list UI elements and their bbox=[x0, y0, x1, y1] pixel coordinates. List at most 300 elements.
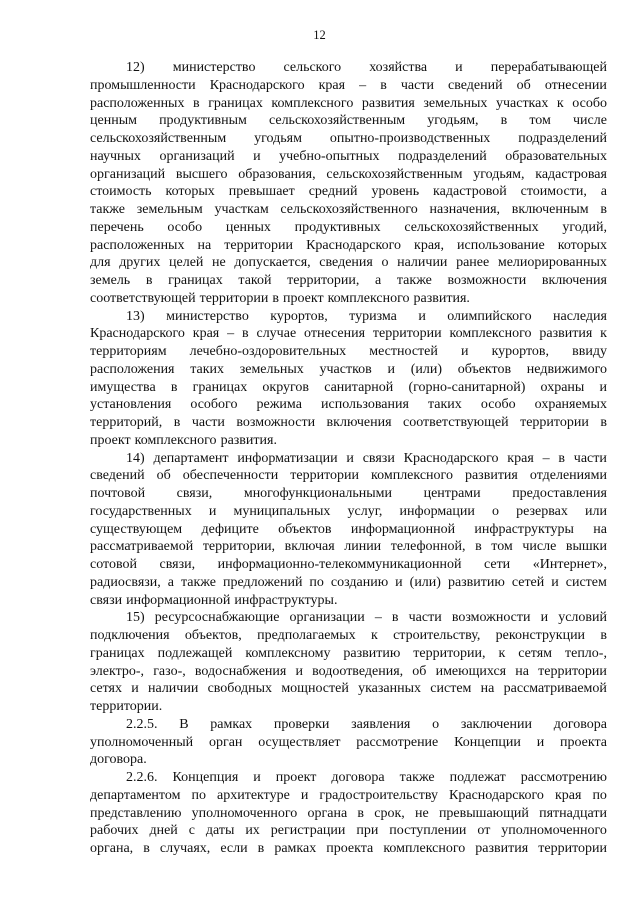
word: и bbox=[300, 787, 309, 803]
word: предполагаемых bbox=[257, 628, 356, 643]
word: сельскохозяйственным bbox=[268, 113, 406, 129]
word: территории, bbox=[287, 273, 360, 288]
word: почтовой bbox=[90, 486, 146, 501]
word: 15) bbox=[126, 610, 145, 626]
word: при bbox=[356, 823, 379, 839]
word: в bbox=[600, 628, 607, 643]
word: наличии bbox=[397, 255, 448, 271]
word: комплексного bbox=[271, 95, 354, 111]
text-line bbox=[90, 219, 607, 237]
word: – bbox=[374, 610, 382, 626]
word: «Интернет», bbox=[532, 557, 607, 572]
word: телефонной, bbox=[390, 539, 466, 555]
word: сведений bbox=[90, 468, 145, 484]
word: орган bbox=[208, 734, 243, 750]
text-line bbox=[90, 325, 607, 343]
word: информатизации bbox=[237, 450, 338, 466]
word: уполномоченного bbox=[501, 823, 607, 839]
word: комплексного bbox=[327, 290, 410, 306]
text-line bbox=[90, 77, 607, 95]
word: ранее bbox=[456, 255, 490, 271]
word: срок, bbox=[374, 805, 405, 821]
word: края bbox=[507, 450, 534, 466]
word: рассматриваемой bbox=[503, 681, 607, 697]
word: проект bbox=[275, 770, 317, 785]
word: многофункциональными bbox=[243, 486, 393, 501]
word: в bbox=[391, 610, 399, 626]
word: отнесения bbox=[304, 326, 366, 342]
text-line bbox=[90, 343, 607, 361]
word: развитию bbox=[343, 645, 401, 661]
word: соответствующей bbox=[403, 415, 509, 430]
word: стоимости, bbox=[520, 184, 587, 200]
text-line bbox=[90, 769, 607, 787]
page-number: 12 bbox=[313, 28, 326, 42]
word: рамках bbox=[210, 716, 253, 732]
word: хозяйства bbox=[369, 60, 428, 75]
word: инфраструктуры bbox=[474, 521, 574, 537]
word: Краснодарского bbox=[306, 237, 401, 253]
word: имущества bbox=[90, 379, 156, 395]
word: стоимость bbox=[90, 184, 152, 200]
word: на bbox=[197, 237, 212, 253]
word: края bbox=[192, 326, 220, 342]
text-line bbox=[90, 627, 607, 645]
word: электро-, bbox=[90, 663, 145, 679]
word: земельным bbox=[136, 202, 203, 217]
text-line bbox=[90, 822, 607, 840]
word: участков bbox=[319, 361, 372, 377]
word: комплексному bbox=[245, 645, 331, 661]
word: радиосвязи, bbox=[90, 574, 161, 590]
word: договора bbox=[331, 770, 385, 785]
word: особо bbox=[572, 95, 607, 111]
word: дефиците bbox=[201, 521, 259, 537]
word: сетях bbox=[90, 681, 122, 697]
word: систем bbox=[430, 681, 472, 697]
word: части bbox=[573, 450, 607, 466]
word: перечень bbox=[90, 219, 144, 235]
word: территории. bbox=[90, 699, 163, 714]
word: и bbox=[131, 681, 139, 697]
word: проект bbox=[282, 290, 324, 306]
word: расположенных bbox=[90, 95, 185, 111]
word: части bbox=[400, 77, 434, 93]
word: комплексного bbox=[134, 432, 217, 448]
text-line bbox=[90, 290, 607, 308]
word: проект bbox=[90, 432, 131, 448]
text-line bbox=[90, 59, 607, 77]
word: угодьям, bbox=[473, 166, 525, 182]
word: для bbox=[90, 255, 111, 271]
word: территории bbox=[372, 326, 442, 342]
text-line bbox=[90, 183, 607, 201]
word: угодьям bbox=[254, 131, 302, 146]
word: объектов bbox=[457, 361, 512, 377]
word: территории bbox=[224, 237, 294, 253]
word: подключения bbox=[90, 628, 170, 643]
text-line bbox=[90, 130, 607, 148]
word: образования, bbox=[238, 166, 316, 182]
word: не bbox=[212, 255, 226, 271]
word: расположения bbox=[90, 361, 175, 377]
word: связи bbox=[90, 592, 123, 608]
word: края bbox=[318, 77, 346, 93]
word: связи, bbox=[176, 486, 213, 501]
word: связи, bbox=[159, 557, 196, 572]
word: договора. bbox=[90, 752, 147, 768]
word: органа bbox=[307, 805, 348, 821]
word: в bbox=[600, 202, 607, 217]
word: наличии bbox=[147, 681, 199, 697]
text-line bbox=[90, 148, 607, 166]
word: кадастровой bbox=[433, 184, 507, 200]
word: имеющихся bbox=[435, 663, 507, 679]
word: в bbox=[357, 805, 365, 821]
text-line bbox=[90, 574, 607, 592]
word: числе bbox=[572, 113, 607, 129]
word: охраны bbox=[540, 379, 585, 395]
word: части bbox=[408, 610, 442, 626]
word: объектов bbox=[278, 521, 332, 537]
word: министерство bbox=[166, 308, 249, 324]
text-line bbox=[90, 467, 607, 485]
word: установления bbox=[90, 397, 172, 413]
word: комплексного bbox=[383, 841, 466, 856]
word: в bbox=[143, 841, 150, 856]
word: заявления bbox=[351, 716, 411, 732]
word: использование bbox=[457, 237, 545, 253]
word: организаций bbox=[90, 166, 166, 182]
word: водоснабжения bbox=[194, 663, 287, 679]
word: особо bbox=[167, 219, 203, 235]
word: если bbox=[220, 841, 248, 856]
word: подлежащей bbox=[157, 645, 233, 661]
word: заключении bbox=[460, 716, 533, 732]
word: территории, bbox=[202, 539, 276, 555]
word: и bbox=[253, 770, 261, 785]
word: в bbox=[272, 290, 279, 306]
word: – bbox=[542, 450, 550, 466]
word: их bbox=[245, 823, 260, 839]
word: газо-, bbox=[153, 663, 186, 679]
word: перерабатывающей bbox=[490, 60, 607, 75]
word: систем bbox=[565, 574, 607, 590]
word: вышки bbox=[565, 539, 607, 555]
word: проекта bbox=[559, 734, 607, 750]
word: – bbox=[359, 77, 367, 93]
word: от bbox=[477, 823, 491, 839]
text-line bbox=[90, 396, 607, 414]
word: и bbox=[387, 361, 395, 377]
word: также bbox=[90, 202, 126, 217]
word: и bbox=[295, 663, 303, 679]
word: недвижимого bbox=[526, 361, 607, 377]
text-line bbox=[90, 521, 607, 539]
word: том bbox=[491, 539, 513, 555]
text-line bbox=[90, 840, 607, 858]
word: местностей bbox=[369, 344, 438, 359]
word: в bbox=[500, 113, 508, 129]
word: об bbox=[412, 663, 427, 679]
word: курортов, bbox=[270, 308, 328, 324]
word: уровень bbox=[371, 184, 420, 200]
word: комплексного bbox=[449, 326, 532, 342]
text-line bbox=[90, 716, 607, 734]
word: в bbox=[241, 326, 249, 342]
word: территории bbox=[199, 290, 269, 306]
word: опытно-производственных bbox=[329, 131, 491, 146]
word: дней bbox=[149, 823, 178, 839]
word: возможности bbox=[447, 273, 527, 288]
word: и bbox=[395, 574, 403, 590]
word: ценных bbox=[225, 219, 271, 235]
text-line bbox=[90, 272, 607, 290]
word: случаях, bbox=[159, 841, 211, 856]
word: проекта bbox=[326, 841, 374, 856]
word: развития. bbox=[220, 432, 277, 448]
word: (горно-санитарной) bbox=[408, 379, 526, 395]
word: и bbox=[455, 60, 463, 75]
word: и bbox=[460, 344, 469, 359]
text-line bbox=[90, 538, 607, 556]
word: организаций bbox=[159, 148, 235, 164]
word: границах bbox=[168, 273, 223, 288]
word: и bbox=[208, 503, 217, 519]
word: других bbox=[119, 255, 161, 271]
text-line bbox=[90, 698, 607, 716]
word: развития bbox=[464, 468, 518, 484]
word: (или) bbox=[410, 361, 442, 377]
text-line bbox=[90, 609, 607, 627]
word: не bbox=[415, 805, 429, 821]
word: отнесении bbox=[544, 77, 607, 93]
word: мелиорированных bbox=[497, 255, 607, 271]
word: объектов, bbox=[184, 628, 242, 643]
word: сотовой bbox=[90, 557, 137, 572]
word: развития bbox=[361, 95, 415, 111]
word: а bbox=[600, 184, 607, 200]
text-line bbox=[90, 645, 607, 663]
word: включения bbox=[541, 273, 607, 288]
word: которых bbox=[165, 184, 215, 200]
text-line bbox=[90, 166, 607, 184]
word: сведений bbox=[448, 77, 503, 93]
document-body bbox=[90, 59, 607, 858]
word: организации bbox=[289, 610, 365, 626]
word: муниципальных bbox=[233, 503, 331, 519]
text-line bbox=[90, 592, 607, 610]
word: свободных bbox=[207, 681, 273, 697]
word: части bbox=[191, 415, 225, 430]
word: в bbox=[257, 841, 265, 856]
text-line bbox=[90, 432, 607, 450]
word: превышает bbox=[228, 184, 295, 200]
word: случае bbox=[256, 326, 297, 342]
word: превышающий bbox=[438, 805, 529, 821]
text-line bbox=[90, 787, 607, 805]
word: Краснодарского bbox=[209, 77, 305, 93]
word: министерство bbox=[172, 60, 256, 75]
word: территории, bbox=[413, 645, 486, 661]
word: развитию bbox=[447, 574, 505, 590]
word: допускается, bbox=[234, 255, 311, 271]
word: угодий, bbox=[562, 219, 607, 235]
word: предоставления bbox=[512, 486, 607, 501]
word: научных bbox=[90, 148, 141, 164]
word: охраняемых bbox=[534, 397, 607, 413]
word: сети bbox=[483, 557, 511, 572]
word: о bbox=[432, 716, 440, 732]
word: также bbox=[399, 770, 435, 785]
word: о bbox=[491, 503, 499, 519]
word: режима bbox=[256, 397, 302, 413]
word: договора bbox=[553, 716, 607, 732]
word: в bbox=[600, 415, 607, 430]
word: 14) bbox=[126, 450, 145, 466]
word: территории bbox=[538, 841, 607, 856]
word: обеспеченности bbox=[182, 468, 279, 484]
word: угодьям, bbox=[427, 113, 479, 129]
word: по bbox=[191, 787, 206, 803]
word: информационной bbox=[350, 521, 456, 537]
word: о bbox=[381, 255, 389, 271]
word: сельскохозяйственным bbox=[326, 166, 463, 182]
word: даты bbox=[205, 823, 235, 839]
word: с bbox=[188, 823, 195, 839]
word: территории bbox=[538, 663, 607, 679]
word: связи bbox=[362, 450, 395, 466]
word: в bbox=[170, 379, 178, 395]
word: промышленности bbox=[90, 77, 196, 93]
word: Краснодарского bbox=[403, 450, 499, 466]
word: а bbox=[167, 574, 174, 590]
word: сельского bbox=[283, 60, 342, 75]
word: территорий, bbox=[90, 415, 163, 430]
text-line bbox=[90, 734, 607, 752]
word: 2.2.6. bbox=[126, 770, 158, 785]
word: сетям bbox=[518, 645, 553, 661]
word: которых bbox=[557, 237, 607, 253]
word: – bbox=[227, 326, 235, 342]
word: или bbox=[584, 503, 607, 519]
word: строительству, bbox=[393, 628, 481, 643]
word: а bbox=[375, 273, 382, 288]
word: и bbox=[418, 308, 426, 324]
word: представлению bbox=[90, 805, 182, 821]
word: предложений bbox=[222, 574, 303, 590]
word: границах bbox=[208, 95, 263, 111]
text-line bbox=[90, 450, 607, 468]
word: подлежат bbox=[449, 770, 506, 785]
word: информационно-телекоммуникационной bbox=[217, 557, 462, 572]
word: такой bbox=[238, 273, 272, 288]
word: включая bbox=[284, 539, 335, 555]
word: ресурсоснабжающие bbox=[154, 610, 280, 626]
word: территории bbox=[520, 415, 589, 430]
word: и bbox=[540, 610, 549, 626]
word: наследия bbox=[552, 308, 607, 324]
text-line bbox=[90, 308, 607, 326]
word: на bbox=[515, 663, 529, 679]
text-line bbox=[90, 680, 607, 698]
word: уполномоченный bbox=[90, 734, 194, 750]
word: рассмотрению bbox=[520, 770, 607, 785]
word: резервах bbox=[516, 503, 568, 519]
word: в bbox=[193, 95, 200, 111]
word: линии bbox=[344, 539, 382, 555]
word: округов bbox=[262, 379, 310, 395]
text-line bbox=[90, 805, 607, 823]
word: таких bbox=[428, 397, 462, 413]
word: в bbox=[380, 77, 387, 93]
word: края, bbox=[414, 237, 444, 253]
word: числе bbox=[522, 539, 557, 555]
word: Краснодарского bbox=[449, 787, 544, 803]
word: архитектуре bbox=[217, 787, 290, 803]
word: ввиду bbox=[572, 344, 607, 359]
word: также bbox=[180, 574, 216, 590]
word: земельных bbox=[423, 95, 488, 111]
text-line bbox=[90, 414, 607, 432]
word: Краснодарского bbox=[90, 326, 185, 342]
text-line bbox=[90, 503, 607, 521]
word: к bbox=[556, 95, 564, 111]
text-line bbox=[90, 556, 607, 574]
word: комплексного bbox=[371, 468, 453, 484]
word: в bbox=[145, 273, 153, 288]
text-line bbox=[90, 95, 607, 113]
word: на bbox=[480, 681, 495, 697]
word: развития bbox=[539, 326, 593, 342]
word: государственных bbox=[90, 503, 192, 519]
word: возможности bbox=[236, 415, 316, 430]
word: информации bbox=[399, 503, 475, 519]
word: земель bbox=[90, 273, 131, 288]
word: об bbox=[516, 77, 531, 93]
word: по bbox=[309, 574, 324, 590]
word: в bbox=[475, 539, 482, 555]
word: сельскохозяйственным bbox=[90, 131, 227, 146]
word: Концепции bbox=[454, 734, 521, 750]
word: сельскохозяйственных bbox=[404, 219, 539, 235]
word: образовательных bbox=[505, 148, 607, 164]
word: расположенных bbox=[90, 237, 185, 253]
word: включенным bbox=[511, 202, 589, 217]
word: в bbox=[558, 450, 565, 466]
word: земельных bbox=[239, 361, 304, 377]
text-line bbox=[90, 254, 607, 272]
word: сведения bbox=[319, 255, 373, 271]
word: границах bbox=[90, 645, 145, 661]
word: участках bbox=[495, 95, 549, 111]
word: также bbox=[396, 273, 432, 288]
word: том bbox=[529, 113, 551, 129]
word: таких bbox=[190, 361, 224, 377]
word: туризма bbox=[349, 308, 397, 324]
word: рассматриваемой bbox=[90, 539, 194, 555]
word: и bbox=[599, 379, 607, 395]
word: тепло-, bbox=[564, 645, 607, 661]
word: подразделений bbox=[518, 131, 607, 146]
word: В bbox=[179, 716, 189, 732]
word: проверки bbox=[273, 716, 330, 732]
word: к bbox=[370, 628, 378, 643]
word: продуктивных bbox=[294, 219, 381, 235]
word: санитарной bbox=[324, 379, 394, 395]
word: целей bbox=[169, 255, 204, 271]
word: особого bbox=[190, 397, 238, 413]
